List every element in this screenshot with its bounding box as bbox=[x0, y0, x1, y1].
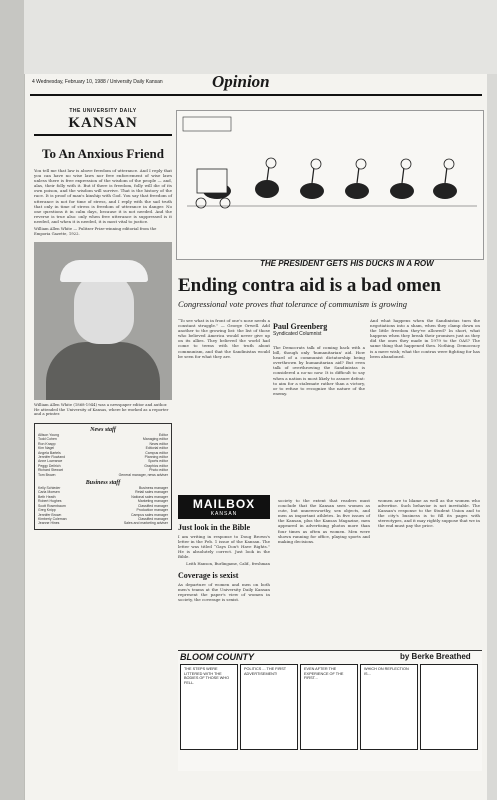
staff-name: Richard Stewart bbox=[38, 468, 63, 473]
comic-panel-text: WHICH ON REFLECTION IS... bbox=[364, 667, 409, 676]
mailbox-section bbox=[178, 495, 270, 602]
byline bbox=[273, 322, 361, 337]
staff-role: Planning editor bbox=[144, 455, 168, 460]
staff-name: Robert Hughes bbox=[38, 499, 62, 504]
staff-role: Campus sales manager bbox=[131, 512, 168, 517]
masthead-subtitle: THE UNIVERSITY DAILY bbox=[69, 108, 137, 114]
staff-name: Kelly Schieder bbox=[38, 486, 61, 491]
comic-panel-text: EVEN AFTER THE EXPERIENCE OF THE FIRST... bbox=[304, 667, 344, 681]
byline-name: Paul Greenberg bbox=[273, 322, 328, 331]
staff-role: Retail sales manager bbox=[135, 490, 168, 495]
news-staff-title: News staff bbox=[90, 427, 116, 433]
masthead-name: KANSAN bbox=[68, 115, 138, 131]
masthead-rule bbox=[34, 134, 172, 136]
staff-role: Classified manager bbox=[138, 516, 168, 521]
staff-name: Greg Knipp bbox=[38, 508, 56, 513]
photo-caption: William Allen White (1868-1944) was a newspaper editor and author. He attended the University of Kansas, where he worked as a reporter and a printer. bbox=[34, 402, 169, 417]
portrait-hat bbox=[60, 260, 148, 282]
portrait-coat bbox=[46, 342, 160, 400]
staff-name: Jeanne Hines bbox=[38, 521, 60, 526]
column-right: And what happens when the Sandinistas turn the negotiations into a sham, when they clamp down on the little freedom they've allowed? In short, what happens when they break their promises just as they did the ones they made in 1979 to the OAS? The same thing that happened then. Nothing. Democracy is a mere wish; what the contras were fighting for has been abandoned. bbox=[370, 318, 480, 359]
column-headline: Ending contra aid is a bad omen bbox=[178, 275, 441, 296]
business-staff-list bbox=[38, 486, 168, 526]
comic-panel bbox=[420, 664, 478, 750]
staff-name: Todd Cohen bbox=[38, 437, 57, 442]
staff-role: Editorial editor bbox=[145, 446, 168, 451]
staff-name: Angela Bartels bbox=[38, 450, 61, 455]
comic-panel bbox=[240, 664, 298, 750]
staff-role: National sales manager bbox=[131, 494, 168, 499]
editorial-headline: To An Anxious Friend bbox=[42, 146, 164, 161]
portrait-face bbox=[74, 272, 134, 344]
section-rule bbox=[30, 94, 482, 96]
staff-name: Tom Brown bbox=[38, 472, 56, 477]
section-title: Opinion bbox=[212, 72, 270, 91]
letter1-headline: Just look in the Bible bbox=[178, 523, 251, 532]
staff-name: Kimberly Coleman bbox=[38, 516, 67, 521]
staff-row bbox=[38, 473, 168, 477]
mailbox-sub: KANSAN bbox=[210, 511, 238, 517]
comic-title: BLOOM COUNTY bbox=[180, 652, 254, 662]
staff-name: Beth Heath bbox=[38, 494, 56, 499]
staff-name: Jennifer Brown bbox=[38, 512, 62, 517]
staff-role: Photo editor bbox=[149, 468, 168, 473]
staff-name: Jennifer Rowland bbox=[38, 455, 66, 460]
staff-role: Campus editor bbox=[145, 450, 168, 455]
staff-name: Carla Moesen bbox=[38, 490, 60, 495]
staff-name: Anne Lowrance bbox=[38, 459, 63, 464]
comic-panel bbox=[360, 664, 418, 750]
letter2-body: As departure of women and men on both men's teams at the University Daily Kansan represent the paper's view of women in society, the coverage is sexist. bbox=[178, 582, 270, 603]
byline-role: Syndicated Columnist bbox=[273, 331, 322, 337]
comic-panel-text: THE STEPS WERE LITTERED WITH THE BODIES OF THOSE WHO FELL. bbox=[184, 667, 230, 685]
staff-name: Peggy Deilrich bbox=[38, 463, 61, 468]
letter1-signature: Leith Hanson, Burlingame, Calif., freshman bbox=[186, 561, 270, 567]
staff-role: Graphics editor bbox=[144, 463, 168, 468]
comic-panel bbox=[180, 664, 238, 750]
news-staff-list bbox=[38, 433, 168, 477]
staff-role: Marketing manager bbox=[137, 499, 168, 504]
left-column bbox=[34, 108, 172, 530]
scanner-margin bbox=[24, 0, 497, 74]
staff-role: Editor bbox=[158, 433, 168, 437]
column-lead: “To see what is in front of one’s nose needs a constant struggle.” — George Orwell. Add another to the growing list: the list of those who believed America would never give up on its allies. They believed the world had come to terms with the truth about communism, and that the Sandinistas would be seen for what they are. bbox=[178, 318, 270, 359]
editorial-body: You tell me that law is above freedom of utterance. And I reply that you can have no wise laws nor free enforcement of wise laws unless there is free expression of the wisdom of the people — and, alas, their folly with it. But if there is freedom, folly will die of its own poison, and the wisdom will survive. That is the history of the race. It is proof of man's kinship with God. You say that freedom of utterance is not for time of stress, and I reply with the sad truth that only in time of stress is freedom of utterance in danger. No one questions it in calm days, because it is not needed. And the reverse is true also: only when free utterance is suppressed is it needed, and when it is needed, it is most vital to justice. bbox=[34, 168, 172, 224]
staff-name: Allison Young bbox=[38, 433, 60, 437]
page-folio: 4 Wednesday, February 10, 1988 / University Daily Kansan bbox=[32, 79, 163, 85]
staff-role: Business manager bbox=[139, 486, 168, 491]
staff-role: News editor bbox=[149, 441, 168, 446]
comic-panel-text: POLITICS ... THE FIRST ADVERTISEMENT! bbox=[244, 667, 287, 676]
staff-role: Sales and marketing adviser bbox=[123, 521, 168, 526]
staff-role: Managing editor bbox=[142, 437, 168, 442]
business-staff-title: Business staff bbox=[85, 480, 121, 487]
column-body: The Democrats talk of coming back with a bill, though only 'humanitarian' aid. How heard of a communist dictatorship being overthrown by humanitarian aid? But even talk of overthrowing the Sandinistas is considered a no-no now. It is difficult to say when a nation is most likely to assure defeat: to aim for a stalemate rather than a victory, or to refuse to recognize the nature of the enemy. bbox=[273, 345, 365, 396]
staff-row bbox=[38, 521, 168, 525]
letter-continued-2: women are to blame as well as the women who advertise. Such behavior is not inevitable. The Kansan's response to the Student Union and to the city's business is to fill its pages with stereotypes, and it may rightly suppose that we in the end must pay the price. bbox=[378, 498, 480, 529]
staff-role: Sports editor bbox=[148, 459, 168, 464]
staff-name: Scott Rosenbaum bbox=[38, 503, 66, 508]
binder-edge bbox=[0, 0, 24, 800]
column-deck: Congressional vote proves that tolerance of communism is growing bbox=[178, 299, 408, 309]
comic-author: by Berke Breathed bbox=[400, 652, 471, 661]
staff-name: Ron Knapp bbox=[38, 441, 56, 446]
staff-role: General manager, news adviser bbox=[118, 472, 168, 477]
staff-name: Kim Nagel bbox=[38, 446, 55, 451]
editorial-credit: William Allen White — Pulitzer Prize-winning editorial from the Emporia Gazette, 1922. bbox=[34, 226, 157, 236]
letter-continued: society to the extent that readers must conclude that the Kansan sees women as cute, but unnewsworthy, sex objects, and men as important athletes. In five issues of the Kansan, plus the Kansas Magazine, men appeared in advertising photos more than four times as often as women. Men were shown running for office, playing sports and making decisions. bbox=[278, 498, 370, 544]
cartoon-caption: THE PRESIDENT GETS HIS DUCKS IN A ROW bbox=[260, 259, 434, 268]
staff-role: Production manager bbox=[136, 508, 168, 513]
mailbox-logo bbox=[178, 495, 270, 519]
cartoon-drawing bbox=[177, 111, 483, 259]
staff-box bbox=[34, 423, 172, 530]
comic-panel bbox=[300, 664, 358, 750]
letter2-headline: Coverage is sexist bbox=[178, 571, 239, 581]
letter1-body: I am writing in response to Doug Brown's letter in the Feb. 1 issue of the Kansan. The letter was titled “Gays Don't Have Rights.” He is absolutely correct. Just look in the Bible. bbox=[178, 534, 270, 560]
portrait-photo bbox=[34, 242, 172, 400]
mailbox-logo-text: MAILBOX bbox=[192, 497, 256, 511]
editorial-cartoon bbox=[176, 110, 484, 260]
staff-role: Classified manager bbox=[138, 503, 168, 508]
